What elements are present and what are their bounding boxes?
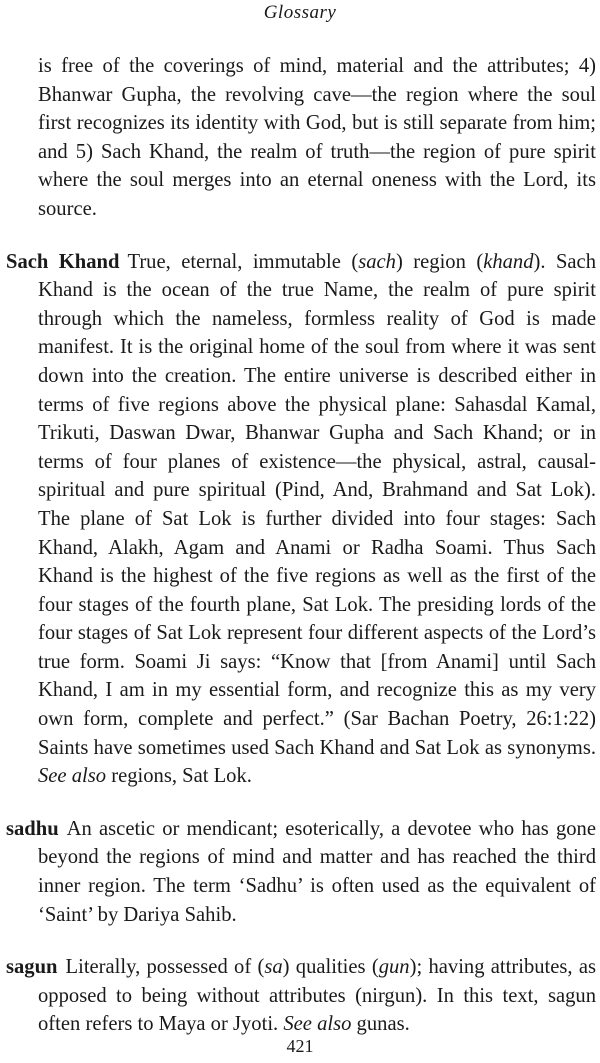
- glossary-entry-sagun: [6, 953, 596, 1039]
- entry-text: ); having attributes, as opposed to being without attributes (nirgun). In this text, sagun often refers to Maya or Jyoti.: [38, 956, 597, 1036]
- entry-text: An ascetic or mendicant; esoterically, a devotee who has gone beyond the regions of mind and matter and has reached the third inner region. The term ‘Sadhu’ is often used as the equivalent of ‘Saint’ by Dariya Sahib.: [38, 817, 596, 926]
- see-also-text: gunas.: [351, 1013, 410, 1036]
- running-head: Glossary: [263, 2, 337, 23]
- glossary-entry-sach-khand: [6, 248, 596, 791]
- entry-term: Sach Khand: [6, 250, 120, 273]
- entry-text: ). Sach Khand is the ocean of the true Name, the realm of pure spirit through which the nameless, formless reality of God is made manifest. It is the original home of the soul from where it was sent down into the creation. The entire universe is described either in terms of five regions above the physical plane: Sahasdal Kamal, Trikuti, Daswan Dwar, Bhanwar Gupha and Sach Khand; or in terms of four planes of existence—the physical, astral, causal-spiritual and pure spiritual (Pind, And, Brahmand and Sat Lok). The plane of Sat Lok is further divided into four stages: Sach Khand, Alakh, Agam and Anami or Radha Soami. Thus Sach Khand is the highest of the five regions as well as the first of the four stages of the fourth plane, Sat Lok. The presiding lords of the four stages of Sat Lok represent four different aspects of the Lord’s true form. Soami Ji says: “Know that [from Anami] until Sach Khand, I am in my essential form, and recognize this as my very own form, complete and perfect.” (Sar Bachan Poetry, 26:1:22) Saints have sometimes used Sach Khand and Sat Lok as synonyms.: [38, 250, 596, 759]
- see-also-label: See also: [283, 1013, 352, 1036]
- entry-italic-word: sach: [358, 250, 396, 273]
- glossary-entry-sadhu: [6, 815, 596, 929]
- see-also-label: See also: [38, 765, 107, 788]
- see-also-text: regions, Sat Lok.: [106, 765, 252, 788]
- entry-text: True, eternal, immutable (: [127, 250, 359, 273]
- glossary-text: [6, 52, 596, 1063]
- entry-italic-word: khand: [483, 250, 534, 273]
- entry-text: Literally, possessed of (: [65, 956, 265, 979]
- entry-text: ) region (: [395, 250, 484, 273]
- entry-italic-word: gun: [378, 956, 410, 979]
- continuation-paragraph: is free of the coverings of mind, material and the attributes; 4) Bhanwar Gupha, the revolving cave—the region where the soul first recognizes its identity with God, but is still separate from him; and 5) Sach Khand, the realm of truth—the region of pure spirit where the soul merges into an eternal oneness with the Lord, its source.: [38, 55, 596, 220]
- entry-text: ) qualities (: [282, 956, 379, 979]
- entry-italic-word: sa: [264, 956, 283, 979]
- page-number: 421: [286, 1036, 314, 1056]
- entry-term: sadhu: [6, 817, 59, 840]
- entry-term: sagun: [6, 956, 58, 979]
